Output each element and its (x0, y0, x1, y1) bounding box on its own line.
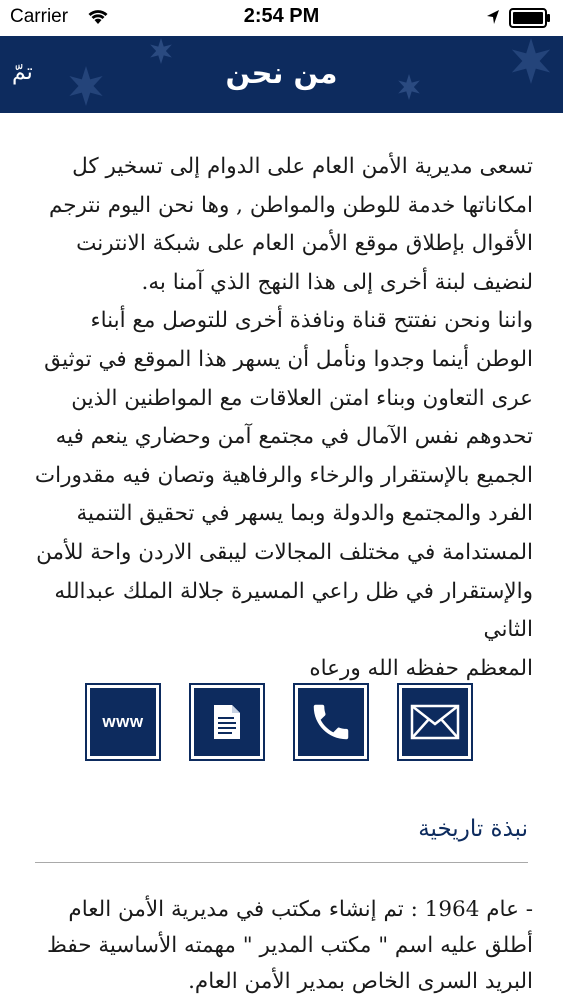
document-icon (212, 703, 242, 741)
history-heading: نبذة تاريخية (418, 816, 528, 842)
envelope-icon (410, 704, 460, 740)
phone-button[interactable] (293, 683, 369, 761)
status-bar (0, 0, 563, 36)
page-title: من نحن (225, 56, 338, 90)
www-label: www (102, 712, 144, 731)
battery-icon (509, 8, 551, 28)
navigation-bar (0, 36, 563, 113)
contact-actions (85, 683, 465, 761)
website-button[interactable] (85, 683, 161, 761)
email-button[interactable] (397, 683, 473, 761)
status-time: 2:54 PM (243, 5, 320, 27)
document-button[interactable] (189, 683, 265, 761)
about-paragraph: تسعى مديرية الأمن العام على الدوام إلى تسخير كل امكاناتها خدمة للوطن والمواطن , وها نحن اليوم نترجم الأقوال بإطلاق موقع الأمن العام على شبكة الانترنت لنضيف لبنة أخرى إلى هذا النهج الذي آمنا به. واننا ونحن نفتتح قناة ونافذة أخرى للتوصل مع أبناء الوطن أينما وجدوا ونأمل أن يسهر هذا الموقع في توثيق عرى التعاون وبناء امتن العلاقات مع المواطنين الذين تحدوهم نفس الآمال في مجتمع آمن وحضاري ينعم فيه الجميع بالإستقرار والرخاء والرفاهية وتصان فيه مقدورات الفرد والمجتمع والدولة وبما يسهر في تحقيق التنمية المستدامة في مختلف المجالات ليبقى الاردن واحة للأمن والإستقرار في ظل راعي المسيرة جلالة الملك عبدالله الثاني المعظم حفظه الله ورعاه (34, 154, 533, 681)
globe-www-icon (90, 688, 156, 756)
carrier-label: Carrier (10, 6, 69, 27)
history-paragraph: - عام 1964 : تم إنشاء مكتب في مديرية الأمن العام أطلق عليه اسم " مكتب المدير " مهمته الأساسية حفظ البريد السرى الخاص بمدير الأمن العام. (46, 897, 533, 994)
location-arrow-icon (486, 9, 500, 25)
section-divider (35, 862, 528, 863)
done-button[interactable]: تمّ (12, 60, 33, 85)
phone-icon (308, 699, 354, 745)
